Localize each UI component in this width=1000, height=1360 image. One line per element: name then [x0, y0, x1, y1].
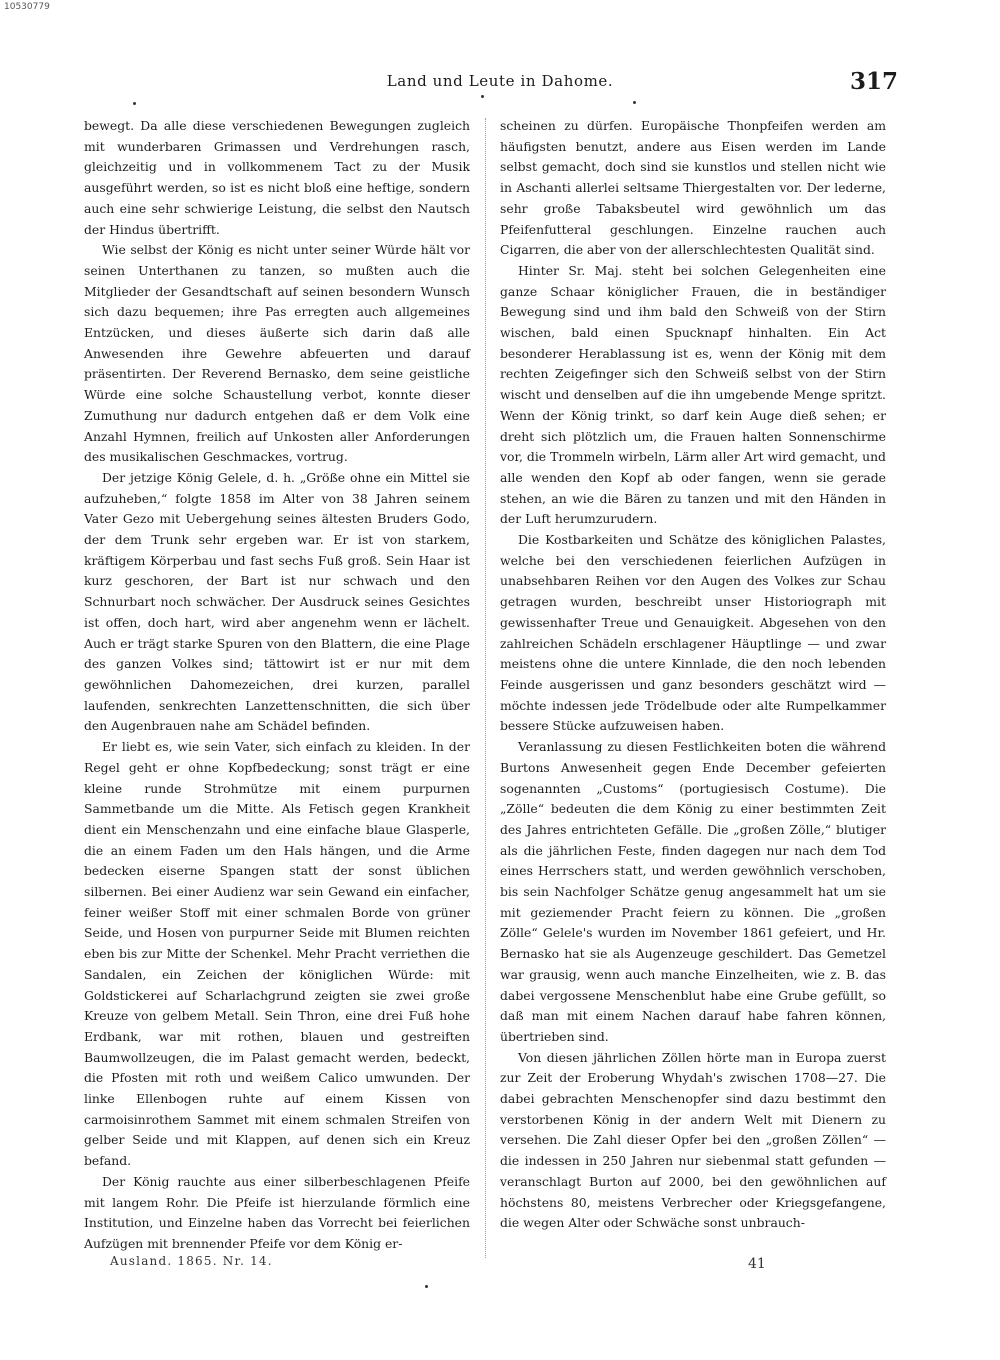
sheet-number: 41 [748, 1256, 766, 1272]
ink-speck [633, 101, 636, 104]
ink-speck [425, 1285, 428, 1288]
paragraph: Veranlassung zu diesen Festlichkeiten boten die während Burtons Anwesenheit gegen Ende December gefeierten sogenannten „Customs“ (portugiesisch Costume). Die „Zölle“ bedeuten die dem König zu einer bestimmten Zeit des Jahres entrichteten Gefälle. Die „großen Zölle,“ blutiger als die jährlichen Feste, finden dagegen nur nach dem Tod eines Herrschers statt, und werden gewöhnlich verschoben, bis sein Nachfolger Schätze genug angesammelt hat um sie mit geziemender Pracht feiern zu können. Die „großen Zölle“ Gelele's wurden im November 1861 gefeiert, und Hr. Bernasko hat sie als Augenzeuge geschildert. Das Gemetzel war grausig, wenn auch manche Einzelheiten, wie z. B. das dabei vergossene Menschenblut habe eine Grube gefüllt, so daß man mit einem Nachen darauf habe fahren können, übertrieben sind. [500, 739, 886, 1044]
paragraph: Die Kostbarkeiten und Schätze des königlichen Palastes, welche bei den verschiedenen feierlichen Aufzügen in unabsehbaren Reihen vor den Augen des Volkes zur Schau getragen wurden, beschreibt unser Historiograph mit gewissenhafter Treue und Genauigkeit. Abgesehen von den zahlreichen Schädeln erschlagener Häuptlinge — und zwar meistens ohne die untere Kinnlade, die den noch lebenden Feinde ausgerissen und ganz besonders geschätzt wird — möchte indessen jede Trödelbude oder alte Rumpelkammer bessere Stücke aufzuweisen haben. [500, 532, 886, 734]
paragraph: Hinter Sr. Maj. steht bei solchen Gelegenheiten eine ganze Schaar königlicher Frauen, die in beständiger Bewegung sind und ihm bald den Schweiß von der Stirn wischen, bald einen Spucknapf hinhalten. Ein Act besonderer Herablassung ist es, wenn der König mit dem rechten Zeigefinger sich den Schweiß selbst von der Stirn wischt und denselben auf die ihn umgebende Menge spritzt. Wenn der König trinkt, so darf kein Auge dieß sehen; er dreht sich plötzlich um, die Frauen halten Sonnenschirme vor, die Trommeln wirbeln, Lärm aller Art wird gemacht, und alle wenden den Kopf ab oder fangen, wenn sie gerade stehen, an wie die Bären zu tanzen und mit den Händen in der Luft herumzurudern. [500, 262, 886, 527]
footer-signature: Ausland. 1865. Nr. 14. [110, 1254, 273, 1268]
scan-id: 10530779 [4, 2, 50, 12]
ink-speck [481, 95, 484, 98]
paragraph: Der jetzige König Gelele, d. h. „Größe ohne ein Mittel sie aufzuheben,“ folgte 1858 im Alter von 38 Jahren seinem Vater Gezo mit Uebergehung seines ältesten Bruders Godo, der dem Trunk sehr ergeben war. Er ist von starkem, kräftigem Körperbau und fast sechs Fuß groß. Sein Haar ist kurz geschoren, der Bart ist nur schwach und den Schnurbart noch schwächer. Der Ausdruck seines Gesichtes ist offen, doch hart, wird aber angenehm wenn er lächelt. Auch er trägt starke Spuren von den Blattern, die eine Plage des ganzen Volkes sind; tättowirt ist er nur mit dem gewöhnlichen Dahomezeichen, drei kurzen, parallel laufenden, senkrechten Lanzettenschnitten, die sich über den Augenbrauen nahe am Schädel befinden. [84, 469, 470, 734]
page-number: 317 [850, 68, 899, 95]
paragraph: bewegt. Da alle diese verschiedenen Bewegungen zugleich mit wunderbaren Grimassen und Verdrehungen rasch, gleichzeitig und in vollkommenem Tact zu der Musik ausgeführt werden, so ist es nicht bloß eine heftige, sondern auch eine sehr schwierige Leistung, die selbst den Nautsch der Hindus übertrifft. [84, 118, 470, 237]
ink-speck [133, 102, 136, 105]
column-divider [485, 118, 486, 1258]
right-column [500, 116, 886, 1234]
running-head: Land und Leute in Dahome. [386, 72, 614, 90]
paragraph: Wie selbst der König es nicht unter seiner Würde hält vor seinen Unterthanen zu tanzen, so mußten auch die Mitglieder der Gesandtschaft auf seinen besondern Wunsch sich dazu bequemen; ihre Pas erregten auch allgemeines Entzücken, und dieses äußerte sich darin daß alle Anwesenden ihre Gewehre abfeuerten und darauf präsentirten. Der Reverend Bernasko, dem seine geistliche Würde eine solche Schaustellung verbot, konnte dieser Zumuthung nur dadurch entgehen daß er dem Volk eine Anzahl Hymnen, freilich auf Unkosten aller Anforderungen des musikalischen Geschmackes, vortrug. [84, 242, 470, 465]
left-column [84, 116, 470, 1255]
paragraph: scheinen zu dürfen. Europäische Thonpfeifen werden am häufigsten benutzt, andere aus Eisen werden im Lande selbst gemacht, doch sind sie kunstlos und stellen nicht wie in Aschanti allerlei seltsame Thiergestalten vor. Der lederne, sehr große Tabaksbeutel wird gewöhnlich um das Pfeifenfutteral geschlungen. Einzelne rauchen auch Cigarren, die aber von der allerschlechtesten Qualität sind. [500, 118, 886, 258]
paragraph: Er liebt es, wie sein Vater, sich einfach zu kleiden. In der Regel geht er ohne Kopfbedeckung; sonst trägt er eine kleine runde Strohmütze mit einem purpurnen Sammetbande um die Mitte. Als Fetisch gegen Krankheit dient ein Menschenzahn und eine einfache blaue Glasperle, die an einem Faden um den Hals hängen, und die Arme bedecken eiserne Spangen statt der sonst üblichen silbernen. Bei einer Audienz war sein Gewand ein einfacher, feiner weißer Stoff mit einer schmalen Borde von grüner Seide, und Hosen von purpurner Seide mit Blumen reichten eben bis zur Mitte der Schenkel. Mehr Pracht verriethen die Sandalen, ein Zeichen der königlichen Würde: mit Goldstickerei auf Scharlachgrund zeigten sie zwei große Kreuze von gelbem Metall. Sein Thron, eine drei Fuß hohe Erdbank, war mit rothen, blauen und gestreiften Baumwollzeugen, die im Palast gemacht werden, bedeckt, die Pfosten mit roth und weißem Calico umwunden. Der linke Ellenbogen ruhte auf einem Kissen von carmoisinrothem Sammet mit einem schmalen Streifen von gelber Seide und mit Klappen, auf denen sich ein Kreuz befand. [84, 739, 470, 1169]
paragraph: Von diesen jährlichen Zöllen hörte man in Europa zuerst zur Zeit der Eroberung Whydah's zwischen 1708—27. Die dabei gebrachten Menschenopfer sind dazu bestimmt den verstorbenen König in der andern Welt mit Dienern zu versehen. Die Zahl dieser Opfer bei den „großen Zöllen“ — die indessen in 250 Jahren nur siebenmal statt gefunden — veranschlagt Burton auf 2000, bei den gewöhnlichen auf höchstens 80, meistens Verbrecher oder Kriegsgefangene, die wegen Alter oder Schwäche sonst unbrauch- [500, 1049, 886, 1231]
paragraph: Der König rauchte aus einer silberbeschlagenen Pfeife mit langem Rohr. Die Pfeife ist hierzulande förmlich eine Institution, und Einzelne haben das Vorrecht bei feierlichen Aufzügen mit brennender Pfeife vor dem König er- [84, 1173, 470, 1251]
